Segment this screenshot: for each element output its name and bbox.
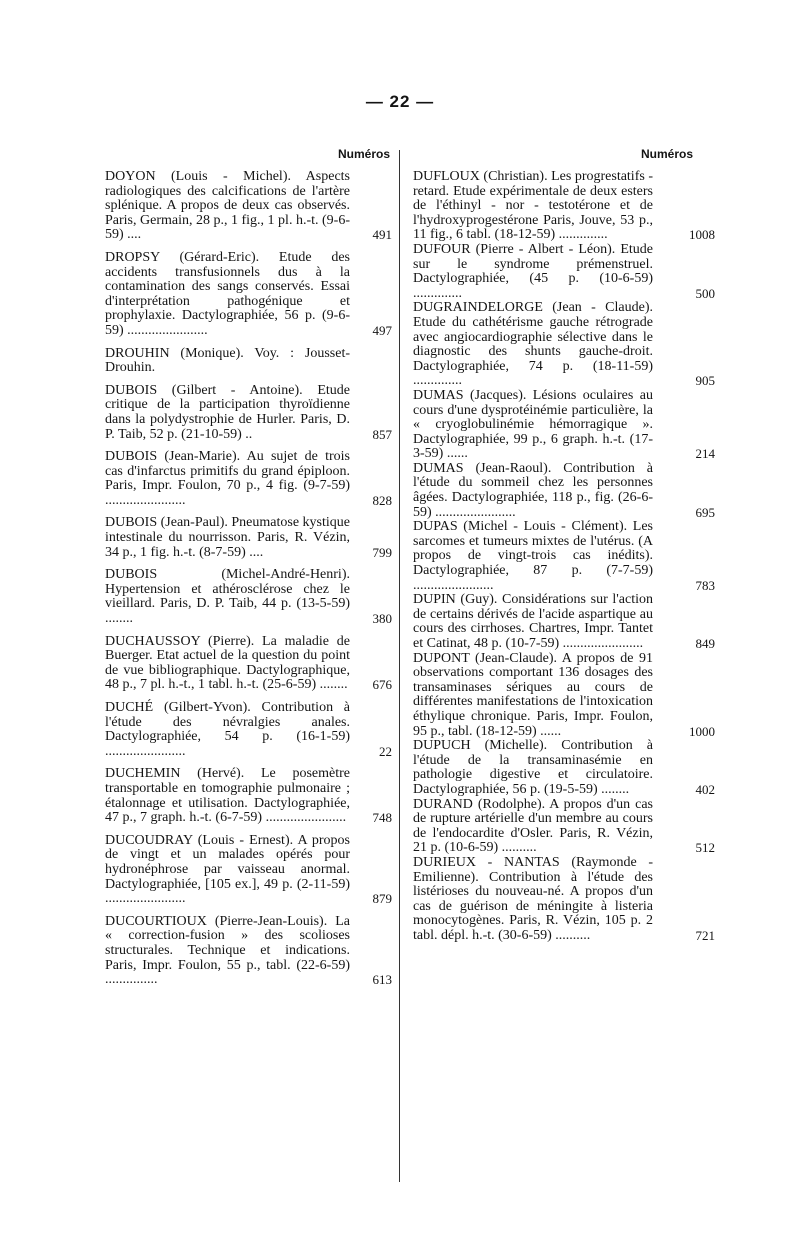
bibliography-entry — [413, 169, 715, 243]
entry-number: 214 — [695, 446, 715, 462]
entry-number: 857 — [372, 426, 392, 442]
entry-number: 22 — [379, 743, 392, 759]
bibliography-entry — [413, 387, 715, 462]
entry-number: 879 — [372, 891, 392, 907]
entry-number: 380 — [372, 611, 392, 627]
entry-text: DUBOIS (Gilbert - Antoine). Etude critique de la participation thyroïdienne dans la polydystrophie de Hurler. Paris, D. P. Taib, 52 p. (21-10-59) .. — [105, 382, 350, 442]
entry-number: 676 — [372, 677, 392, 693]
entry-text: DROUHIN (Monique). Voy. : Jousset-Drouhin. — [105, 345, 350, 376]
entry-number: 497 — [372, 322, 392, 338]
bibliography-entry — [105, 384, 390, 442]
bibliography-entry — [105, 347, 390, 376]
bibliography-entry — [105, 834, 390, 907]
bibliography-entry — [105, 915, 390, 988]
entry-text: DUFOUR (Pierre - Albert - Léon). Etude sur le syndrome prémenstruel. Dactylographiée, (45 p. (10-6-59) .............. — [413, 241, 653, 301]
entry-number: 849 — [695, 636, 715, 651]
left-entries — [105, 170, 390, 988]
entry-number: 748 — [372, 810, 392, 826]
column-divider — [399, 150, 400, 1182]
entry-text: DUPIN (Guy). Considérations sur l'action de certains dérivés de l'acide aspartique au cours des cirrhoses. Chartres, Impr. Tantet et Catinat, 48 p. (10-7-59) ....................... — [413, 592, 653, 651]
entry-text: DUCHEMIN (Hervé). Le posemètre transportable en tomographie pulmonaire ; étalonnage et utilisation. Dactylographiée, 47 p., 7 graph. h.-t. (6-7-59) ....................... — [105, 766, 350, 826]
bibliography-entry — [413, 592, 715, 651]
entry-text: DUBOIS (Jean-Paul). Pneumatose kystique intestinale du nourrisson. Paris, R. Vézin, 34 p., 1 fig. h.-t. (8-7-59) .... — [105, 515, 350, 560]
bibliography-entry — [105, 450, 390, 508]
bibliography-entry — [413, 854, 715, 944]
bibliography-entry — [105, 516, 390, 560]
bibliography-entry — [105, 251, 390, 339]
entry-number: 905 — [695, 373, 715, 389]
bibliography-entry — [105, 568, 390, 626]
entry-text: DUPONT (Jean-Claude). A propos de 91 observations comportant 136 dosages des transaminases sériques au cours de différentes manifestations de l'intoxication éthylique chronique. Paris, Impr. Foulon, 95 p., tabl. (18-12-59) ...... — [413, 650, 653, 739]
entry-number: 613 — [372, 972, 392, 988]
entry-text: DUCHÉ (Gilbert-Yvon). Contribution à l'étude des névralgies anales. Dactylographiée, 54 p. (16-1-59) ....................... — [105, 700, 350, 759]
bibliography-entry — [413, 738, 715, 797]
entry-number: 500 — [695, 285, 715, 301]
entry-text: DUBOIS (Jean-Marie). Au sujet de trois cas d'infarctus primitifs du grand épiploon. Paris, Impr. Foulon, 70 p., 4 fig. (9-7-59) ....................... — [105, 449, 350, 508]
entry-text: DUCOUDRAY (Louis - Ernest). A propos de vingt et un malades opérés pour hydronéphrose par vaisseau anormal. Dactylographiée, [105 ex.], 49 p. (2-11-59) ....................... — [105, 832, 350, 907]
bibliography-entry — [413, 460, 715, 520]
bibliography-entry — [105, 170, 390, 243]
column-header-right: Numéros — [640, 147, 693, 161]
entry-number: 695 — [695, 504, 715, 520]
entry-text: DURIEUX - NANTAS (Raymonde - Emilienne). Contribution à l'étude des listérioses du nouveau-né. A propos d'un cas de guérison de méningite à listeria monocytogènes. Paris, R. Vézin, 105 p. 2 tabl. dépl. h.-t. (30-6-59) .......... — [413, 854, 653, 943]
column-header-left: Numéros — [337, 147, 390, 161]
entry-number: 491 — [372, 227, 392, 243]
entry-text: DUCHAUSSOY (Pierre). La maladie de Buerger. Etat actuel de la question du point de vue bibliographique. Dactylographique, 48 p., 7 pl. h.-t., 1 tabl. h.-t. (25-6-59) ........ — [105, 633, 350, 693]
bibliography-entry — [413, 519, 715, 593]
entry-number: 1000 — [689, 723, 715, 739]
bibliography-entry — [413, 300, 715, 389]
left-column — [105, 146, 390, 996]
entry-number: 1008 — [689, 227, 715, 243]
right-entries — [413, 169, 715, 943]
entry-number: 402 — [695, 781, 715, 797]
entry-number: 799 — [372, 544, 392, 560]
entry-text: DUGRAINDELORGE (Jean - Claude). Etude du cathétérisme gauche rétrograde avec angiocardiographie sélective dans le diagnostic des shunts gauche-droit. Dactylographiée, 74 p. (18-11-59) .............. — [413, 300, 653, 389]
entry-text: DUMAS (Jacques). Lésions oculaires au cours d'une dysprotéinémie particulière, la « cryoglobulinémie hémorragique ». Dactylographiée, 99 p., 6 graph. h.-t. (17-3-59) ...... — [413, 387, 653, 462]
bibliography-entry — [413, 650, 715, 740]
bibliography-entry — [413, 241, 715, 301]
bibliography-entry — [413, 796, 715, 856]
entry-number: 512 — [695, 840, 715, 856]
bibliography-entry — [105, 635, 390, 693]
entry-text: DOYON (Louis - Michel). Aspects radiologiques des calcifications de l'artère splénique. A propos de deux cas observés. Paris, Germain, 28 p., 1 fig., 1 pl. h.-t. (9-6-59) .... — [105, 169, 350, 243]
entry-text: DROPSY (Gérard-Eric). Etude des accidents transfusionnels dus à la contamination des sangs conservés. Essai d'interprétation pathogénique et prophylaxie. Dactylographiée, 56 p. (9-6-59) ....................... — [105, 249, 350, 338]
entry-text: DURAND (Rodolphe). A propos d'un cas de rupture artérielle d'un membre au cours de l'endocardite d'Osler. Paris, R. Vézin, 21 p. (10-6-59) .......... — [413, 796, 653, 856]
bibliography-entry — [105, 767, 390, 825]
entry-text: DUCOURTIOUX (Pierre-Jean-Louis). La « correction-fusion » des scolioses structurales. Technique et indications. Paris, Impr. Foulon, 55 p., tabl. (22-6-59) ............... — [105, 913, 350, 988]
right-column — [413, 146, 715, 943]
entry-text: DUFLOUX (Christian). Les progrestatifs - retard. Etude expérimentale de deux esters de l'éthinyl - nor - testotérone et de l'hydroxyprogestérone Paris, Jouve, 53 p., 11 fig., 6 tabl. (18-12-59) .............. — [413, 169, 653, 243]
entry-text: DUPAS (Michel - Louis - Clément). Les sarcomes et tumeurs mixtes de l'utérus. (A propos de vingt-trois cas inédits). Dactylographiée, 87 p. (7-7-59) ....................... — [413, 519, 653, 593]
entry-number: 783 — [695, 577, 715, 593]
entry-number: 721 — [695, 927, 715, 943]
entry-text: DUPUCH (Michelle). Contribution à l'étude de la transaminasémie en pathologie digestive et circulatoire. Dactylographiée, 56 p. (19-5-59) ........ — [413, 738, 653, 797]
bibliography-entry — [105, 701, 390, 759]
entry-text: DUBOIS (Michel-André-Henri). Hypertension et athérosclérose chez le vieillard. Paris, D. P. Taib, 44 p. (13-5-59) ........ — [105, 567, 350, 627]
entry-number: 828 — [372, 492, 392, 508]
entry-text: DUMAS (Jean-Raoul). Contribution à l'étude du sommeil chez les personnes âgées. Dactylographiée, 118 p., fig. (26-6-59) ....................... — [413, 460, 653, 520]
page-number: — 22 — — [365, 92, 435, 111]
